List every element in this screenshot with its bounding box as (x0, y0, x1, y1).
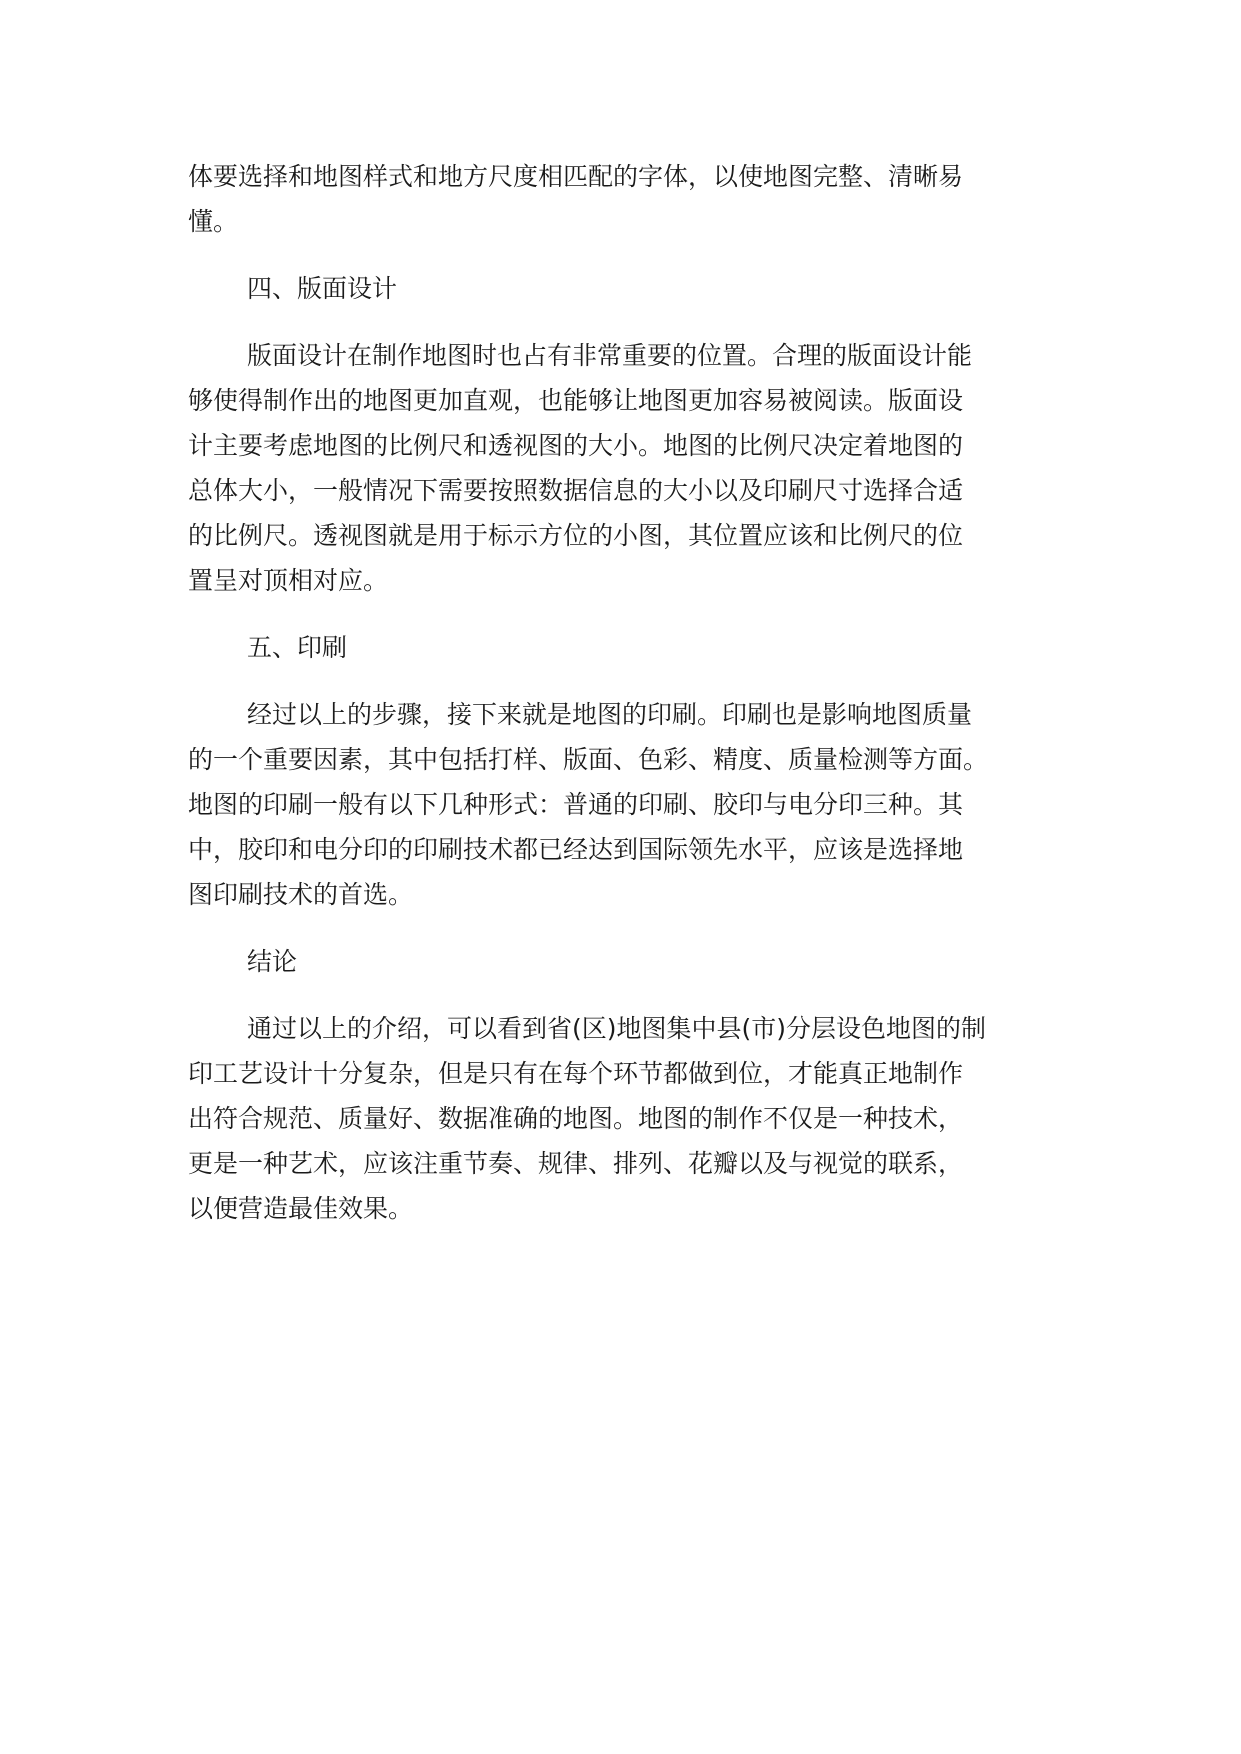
text-line: 更是一种艺术，应该注重节奏、规律、排列、花瓣以及与视觉的联系， (188, 1149, 964, 1178)
text-line: 计主要考虑地图的比例尺和透视图的大小。地图的比例尺决定着地图的 (188, 431, 964, 460)
text-line: 印工艺设计十分复杂，但是只有在每个环节都做到位，才能真正地制作 (188, 1059, 964, 1088)
document-body (188, 154, 1083, 1231)
text-line: 的一个重要因素，其中包括打样、版面、色彩、精度、质量检测等方面。 (188, 745, 989, 774)
heading-text: 五、印刷 (247, 633, 348, 662)
text-line: 地图的印刷一般有以下几种形式：普通的印刷、胶印与电分印三种。其 (188, 790, 964, 819)
text-line: 图印刷技术的首选。 (188, 880, 414, 909)
heading-text: 结论 (247, 947, 298, 976)
text-line: 通过以上的介绍，可以看到省(区)地图集中县(市)分层设色地图的制 (247, 1014, 987, 1043)
paragraph-conclusion (188, 1006, 1083, 1231)
paragraph-layout-design (188, 333, 1083, 603)
text-line: 经过以上的步骤，接下来就是地图的印刷。印刷也是影响地图质量 (247, 700, 973, 729)
text-line: 出符合规范、质量好、数据准确的地图。地图的制作不仅是一种技术， (188, 1104, 964, 1133)
heading-text: 四、版面设计 (247, 274, 398, 303)
text-line: 总体大小，一般情况下需要按照数据信息的大小以及印刷尺寸选择合适 (188, 476, 964, 505)
section-heading-conclusion (188, 939, 1083, 984)
text-line: 版面设计在制作地图时也占有非常重要的位置。合理的版面设计能 (247, 341, 973, 370)
text-line: 够使得制作出的地图更加直观，也能够让地图更加容易被阅读。版面设 (188, 386, 964, 415)
text-line: 置呈对顶相对应。 (188, 566, 389, 595)
text-line: 以便营造最佳效果。 (188, 1194, 414, 1223)
text-line: 中，胶印和电分印的印刷技术都已经达到国际领先水平，应该是选择地 (188, 835, 964, 864)
text-line: 的比例尺。透视图就是用于标示方位的小图，其位置应该和比例尺的位 (188, 521, 964, 550)
section-heading-printing (188, 625, 1083, 670)
text-line: 体要选择和地图样式和地方尺度相匹配的字体，以使地图完整、清晰易 (188, 162, 964, 191)
text-line: 懂。 (188, 207, 239, 236)
paragraph-printing (188, 692, 1083, 917)
paragraph-fonts-continued (188, 154, 1083, 244)
section-heading-layout-design (188, 266, 1083, 311)
